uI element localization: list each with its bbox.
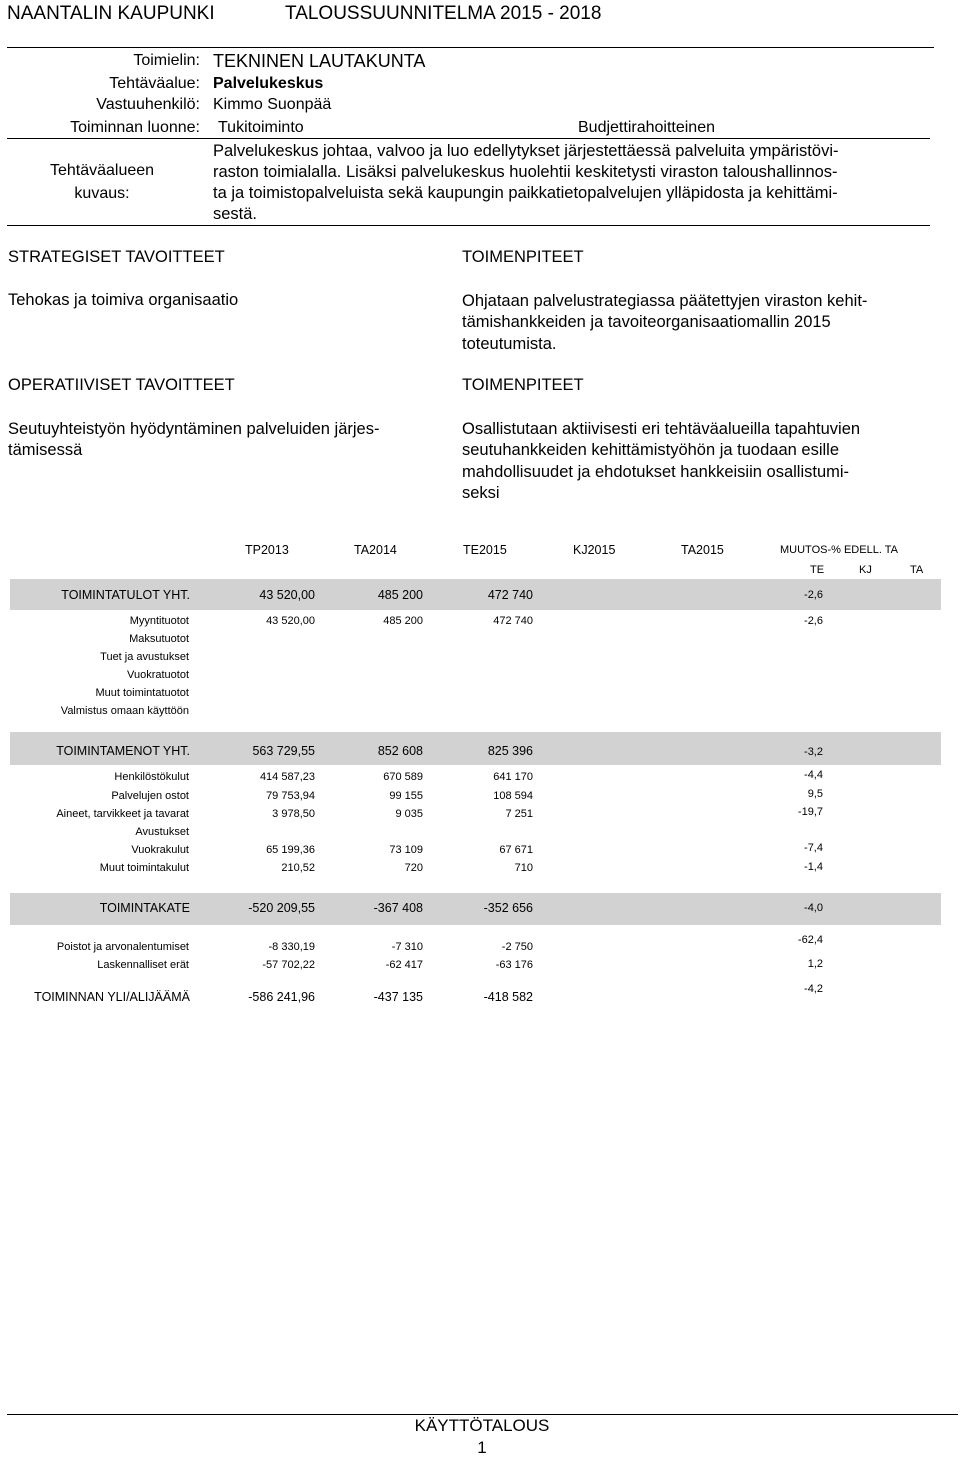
expense-item-ta2014: 9 035 <box>395 808 423 820</box>
expense-item-change: -4,4 <box>804 769 823 781</box>
kuvaus-label-2: kuvaus: <box>74 185 130 202</box>
operative-goals-heading: OPERATIIVISET TAVOITTEET <box>8 376 235 394</box>
luonne-value: Tukitoiminto <box>218 119 304 136</box>
operative-action-line: seksi <box>462 484 500 502</box>
column-header-tp2013: TP2013 <box>245 543 289 557</box>
calculated-items-tp2013: -57 702,22 <box>262 959 315 971</box>
operative-action-line: seutuhankkeiden kehittämistyöhön ja tuodaan esille <box>462 441 840 459</box>
change-sub-te: TE <box>810 564 825 576</box>
depreciation-tp2013: -8 330,19 <box>268 941 315 953</box>
operating-margin-ta2014: -367 408 <box>373 901 423 915</box>
income-total-label: TOIMINTATULOT YHT. <box>61 588 190 602</box>
expense-total-te2015: 825 396 <box>487 744 533 758</box>
organization-name: NAANTALIN KAUPUNKI <box>7 3 215 24</box>
info-rule <box>7 138 930 139</box>
depreciation-change: -62,4 <box>797 934 823 946</box>
header-rule <box>7 47 934 48</box>
strategic-action-line: Ohjataan palvelustrategiassa päätettyjen viraston kehit- <box>462 292 868 310</box>
income-total-ta2014: 485 200 <box>377 588 423 602</box>
vastuuhenkilo-label: Vastuuhenkilö: <box>96 96 200 113</box>
expense-item-label: Palvelujen ostot <box>111 790 189 802</box>
toimielin-label: Toimielin: <box>133 52 200 69</box>
expense-item-change: -19,7 <box>797 806 823 818</box>
calculated-items-change: 1,2 <box>807 958 823 970</box>
income-item-ta2014: 485 200 <box>383 615 423 627</box>
expense-item-label: Avustukset <box>135 826 189 838</box>
operative-action-line: mahdollisuudet ja ehdotukset hankkeisiin osallistumi- <box>462 463 850 481</box>
income-item-label: Myyntituotot <box>129 615 189 627</box>
operating-margin-label: TOIMINTAKATE <box>99 901 190 915</box>
operating-margin-tp2013: -520 209,55 <box>248 901 315 915</box>
calculated-items-te2015: -63 176 <box>495 959 533 971</box>
expense-item-label: Aineet, tarvikkeet ja tavarat <box>56 808 189 820</box>
expense-item-te2015: 7 251 <box>505 808 533 820</box>
income-total-te2015: 472 740 <box>487 588 533 602</box>
luonne-label: Toiminnan luonne: <box>70 119 200 136</box>
calculated-items-label: Laskennalliset erät <box>97 959 189 971</box>
income-item-change: -2,6 <box>804 615 823 627</box>
expense-item-tp2013: 3 978,50 <box>272 808 315 820</box>
kuvaus-line: ta ja toimistopalveluista sekä kaupungin paikkatietopalvelujen ylläpidosta ja kehittämi- <box>213 184 838 202</box>
strategic-goals-heading: STRATEGISET TAVOITTEET <box>8 248 225 266</box>
depreciation-label: Poistot ja arvonalentumiset <box>56 941 189 953</box>
expense-item-label: Muut toimintakulut <box>99 862 189 874</box>
expense-item-change: -7,4 <box>804 842 823 854</box>
expense-item-tp2013: 65 199,36 <box>266 844 315 856</box>
operating-margin-te2015: -352 656 <box>483 901 533 915</box>
expense-item-tp2013: 210,52 <box>281 862 315 874</box>
tehtavaalue-value: Palvelukeskus <box>213 75 324 92</box>
operative-action-line: Osallistutaan aktiivisesti eri tehtäväalueilla tapahtuvien <box>462 420 861 438</box>
column-header-te2015: TE2015 <box>463 543 507 557</box>
expense-total-label: TOIMINTAMENOT YHT. <box>56 744 190 758</box>
expense-item-tp2013: 414 587,23 <box>259 771 315 783</box>
kuvaus-line: raston toimialalla. Lisäksi palvelukeskus huolehtii keskitetysti viraston taloushallinnos- <box>213 163 838 181</box>
surplus-deficit-tp2013: -586 241,96 <box>248 990 315 1004</box>
surplus-deficit-change: -4,2 <box>804 983 823 995</box>
expense-item-tp2013: 79 753,94 <box>266 790 315 802</box>
description-rule <box>7 225 930 226</box>
page-number: 1 <box>477 1438 487 1457</box>
income-item-label: Vuokratuotot <box>127 669 189 681</box>
expense-total-tp2013: 563 729,55 <box>252 744 315 758</box>
column-header-ta2015: TA2015 <box>681 543 724 557</box>
expense-item-label: Vuokrakulut <box>131 844 189 856</box>
operative-goal-line: Seutuyhteistyön hyödyntäminen palveluiden järjes- <box>8 420 380 438</box>
expense-total-ta2014: 852 608 <box>377 744 423 758</box>
strategic-actions-heading: TOIMENPITEET <box>462 248 584 266</box>
kuvaus-label-1: Tehtäväalueen <box>49 162 155 179</box>
income-item-label: Tuet ja avustukset <box>100 651 189 663</box>
expense-item-ta2014: 99 155 <box>389 790 423 802</box>
column-header-kj2015: KJ2015 <box>573 543 616 557</box>
strategic-goal: Tehokas ja toimiva organisaatio <box>8 291 239 309</box>
income-item-label: Maksutuotot <box>129 633 189 645</box>
kuvaus-line: Palvelukeskus johtaa, valvoo ja luo edellytykset järjestettäessä palveluita ympäristövi- <box>213 142 839 160</box>
income-total-tp2013: 43 520,00 <box>259 588 315 602</box>
expense-item-te2015: 641 170 <box>493 771 533 783</box>
expense-item-ta2014: 670 589 <box>383 771 423 783</box>
depreciation-te2015: -2 750 <box>501 941 533 953</box>
surplus-deficit-ta2014: -437 135 <box>373 990 423 1004</box>
income-total-change: -2,6 <box>804 589 823 601</box>
change-sub-kj: KJ <box>859 564 872 576</box>
expense-item-te2015: 710 <box>514 862 533 874</box>
column-header-ta2014: TA2014 <box>354 543 397 557</box>
expense-item-change: -1,4 <box>804 861 823 873</box>
depreciation-ta2014: -7 310 <box>391 941 423 953</box>
expense-item-change: 9,5 <box>807 788 823 800</box>
change-sub-ta: TA <box>910 564 924 576</box>
surplus-deficit-te2015: -418 582 <box>483 990 533 1004</box>
strategic-action-line: toteutumista. <box>462 335 557 353</box>
income-item-tp2013: 43 520,00 <box>266 615 315 627</box>
footer-section: KÄYTTÖTALOUS <box>414 1416 550 1435</box>
vastuuhenkilo-value: Kimmo Suonpää <box>213 96 332 113</box>
toimielin-value: TEKNINEN LAUTAKUNTA <box>213 51 426 71</box>
change-header: MUUTOS-% EDELL. TA <box>780 544 898 556</box>
expense-total-change: -3,2 <box>804 746 823 758</box>
surplus-deficit-label: TOIMINNAN YLI/ALIJÄÄMÄ <box>34 990 190 1004</box>
operative-goal-line: tämisessä <box>8 441 83 459</box>
expense-item-te2015: 67 671 <box>499 844 533 856</box>
footer-rule <box>7 1414 958 1415</box>
income-item-label: Valmistus omaan käyttöön <box>60 705 189 717</box>
expense-item-ta2014: 720 <box>404 862 423 874</box>
operating-margin-change: -4,0 <box>804 902 823 914</box>
document-title: TALOUSSUUNNITELMA 2015 - 2018 <box>285 3 602 24</box>
calculated-items-ta2014: -62 417 <box>385 959 423 971</box>
income-item-label: Muut toimintatuotot <box>95 687 189 699</box>
kuvaus-line: sestä. <box>213 205 258 223</box>
expense-item-ta2014: 73 109 <box>389 844 423 856</box>
operative-actions-heading: TOIMENPITEET <box>462 376 584 394</box>
expense-item-te2015: 108 594 <box>493 790 533 802</box>
expense-item-label: Henkilöstökulut <box>114 771 189 783</box>
budget-type: Budjettirahoitteinen <box>578 119 715 136</box>
income-item-te2015: 472 740 <box>493 615 533 627</box>
strategic-action-line: tämishankkeiden ja tavoiteorganisaatiomallin 2015 <box>462 313 831 331</box>
tehtavaalue-label: Tehtäväalue: <box>109 75 200 92</box>
